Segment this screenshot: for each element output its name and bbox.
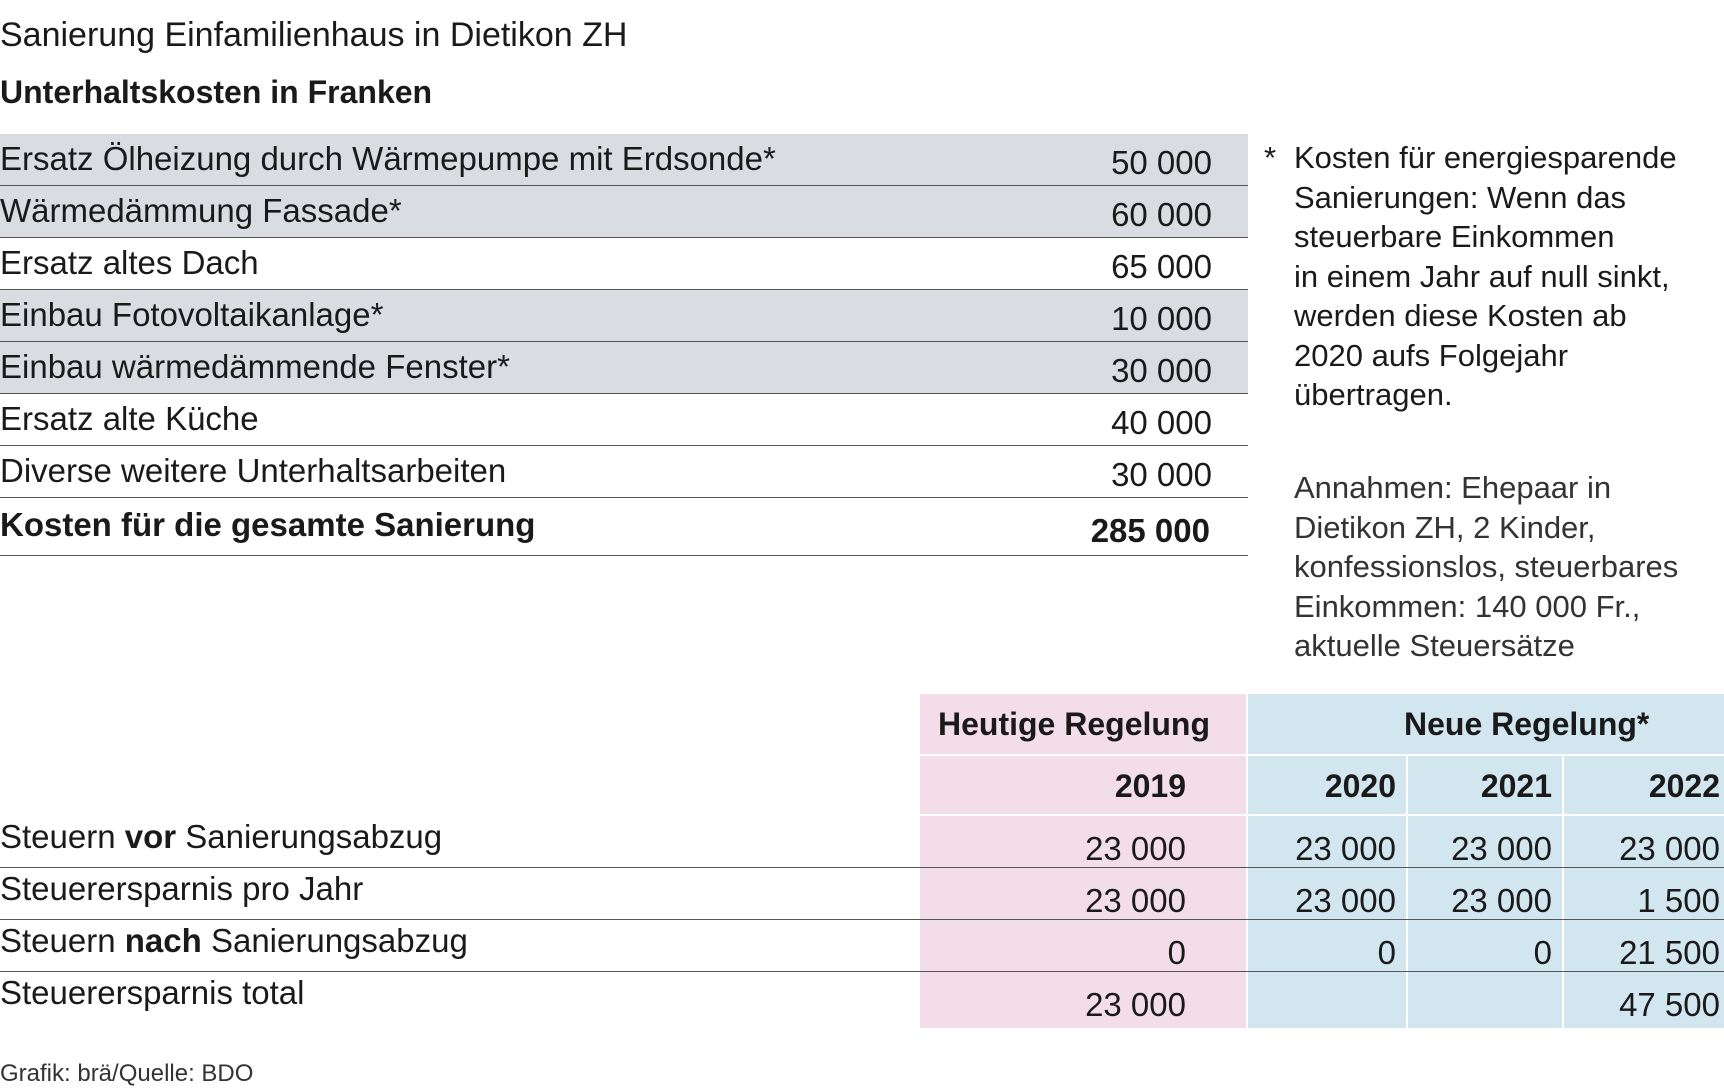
tax-value: 0	[1167, 934, 1186, 971]
assumptions-line: Einkommen: 140 000 Fr.,	[1294, 588, 1641, 624]
footnote-line: Sanierungen: Wenn das	[1294, 179, 1627, 215]
footnote-line: in einem Jahr auf null sinkt,	[1294, 258, 1670, 294]
label-text: Steuern	[0, 922, 125, 959]
tax-row	[0, 868, 1724, 920]
label-text: Sanierungsabzug	[176, 818, 443, 855]
cost-value: 30 000	[1111, 456, 1212, 493]
year-header: 2020	[1324, 768, 1396, 804]
footnote-line: werden diese Kosten ab	[1294, 298, 1627, 333]
label-text: Steuerersparnis pro Jahr	[0, 870, 364, 907]
year-header: 2021	[1480, 768, 1552, 804]
tax-row	[0, 920, 1724, 972]
tax-value: 0	[1533, 934, 1552, 971]
footnote-line: Kosten für energiesparende	[1294, 140, 1677, 175]
cost-row	[0, 134, 1248, 186]
cost-row	[0, 290, 1248, 342]
cost-label: Wärmedämmung Fassade*	[0, 192, 402, 229]
cost-row	[0, 186, 1248, 238]
footnote	[1264, 138, 1724, 415]
cost-label: Ersatz Ölheizung durch Wärmepumpe mit Erdsonde*	[0, 140, 776, 177]
tax-value: 23 000	[1295, 830, 1396, 867]
cost-row	[0, 238, 1248, 290]
year-header: 2022	[1648, 768, 1720, 804]
tax-value: 21 500	[1619, 934, 1720, 971]
cost-label: Einbau wärmedämmende Fenster*	[0, 348, 510, 385]
tax-row	[0, 816, 1724, 868]
year-header: 2019	[1114, 768, 1186, 804]
cost-value: 30 000	[1111, 352, 1212, 389]
footnote-line: steuerbare Einkommen	[1294, 219, 1615, 254]
tax-value: 23 000	[1085, 882, 1186, 919]
cost-total-row	[0, 498, 1248, 556]
cost-label: Ersatz alte Küche	[0, 400, 259, 437]
page-title: Sanierung Einfamilienhaus in Dietikon ZH	[0, 16, 628, 54]
cost-row	[0, 446, 1248, 498]
footnote-line: übertragen.	[1294, 377, 1453, 412]
tax-value: 23 000	[1619, 830, 1720, 867]
cost-label: Ersatz altes Dach	[0, 244, 259, 281]
source-credit: Grafik: brä/Quelle: BDO	[0, 1060, 254, 1087]
cost-label: Einbau Fotovoltaikanlage*	[0, 296, 384, 333]
tax-row-label	[0, 818, 442, 856]
tax-value: 23 000	[1451, 830, 1552, 867]
group-header-new: Neue Regelung*	[1404, 706, 1650, 742]
tax-value: 47 500	[1619, 986, 1720, 1023]
group-separator	[920, 754, 1724, 756]
tax-value: 0	[1377, 934, 1396, 971]
cost-label: Diverse weitere Unterhaltsarbeiten	[0, 452, 507, 489]
label-text: Steuerersparnis total	[0, 974, 305, 1011]
cost-total-value: 285 000	[1090, 512, 1210, 549]
cost-value: 10 000	[1111, 300, 1212, 337]
tax-row	[0, 972, 1724, 1024]
tax-value: 1 500	[1637, 882, 1720, 919]
tax-row-label	[0, 922, 468, 960]
label-text: Sanierungsabzug	[201, 922, 468, 959]
label-emphasis: nach	[124, 922, 202, 959]
footnote-star: *	[1264, 140, 1277, 175]
group-header-current: Heutige Regelung	[938, 706, 1211, 742]
cost-value: 50 000	[1111, 144, 1212, 181]
cost-table	[0, 134, 1248, 556]
tax-value: 23 000	[1295, 882, 1396, 919]
assumptions-line: Annahmen: Ehepaar in	[1294, 470, 1612, 505]
assumptions-line: aktuelle Steuersätze	[1294, 628, 1575, 663]
assumptions-note	[1294, 468, 1724, 666]
footnote-line: 2020 aufs Folgejahr	[1294, 337, 1569, 373]
cost-row	[0, 394, 1248, 446]
tax-value: 23 000	[1085, 986, 1186, 1023]
assumptions-line: Dietikon ZH, 2 Kinder,	[1294, 509, 1596, 545]
tax-value: 23 000	[1451, 882, 1552, 919]
cost-value: 60 000	[1111, 196, 1212, 233]
cost-total-label: Kosten für die gesamte Sanierung	[0, 506, 536, 543]
tax-row-label	[0, 974, 305, 1012]
tax-row-label	[0, 870, 363, 908]
cost-value: 65 000	[1111, 248, 1212, 285]
tax-value: 23 000	[1085, 830, 1186, 867]
cost-value: 40 000	[1111, 404, 1212, 441]
assumptions-line: konfessionslos, steuerbares	[1294, 549, 1679, 584]
tax-table	[0, 694, 1724, 1028]
label-emphasis: vor	[124, 818, 177, 855]
cost-table-title: Unterhaltskosten in Franken	[0, 74, 433, 110]
footnote-text	[1294, 138, 1724, 415]
cost-row	[0, 342, 1248, 394]
label-text: Steuern	[0, 818, 125, 855]
